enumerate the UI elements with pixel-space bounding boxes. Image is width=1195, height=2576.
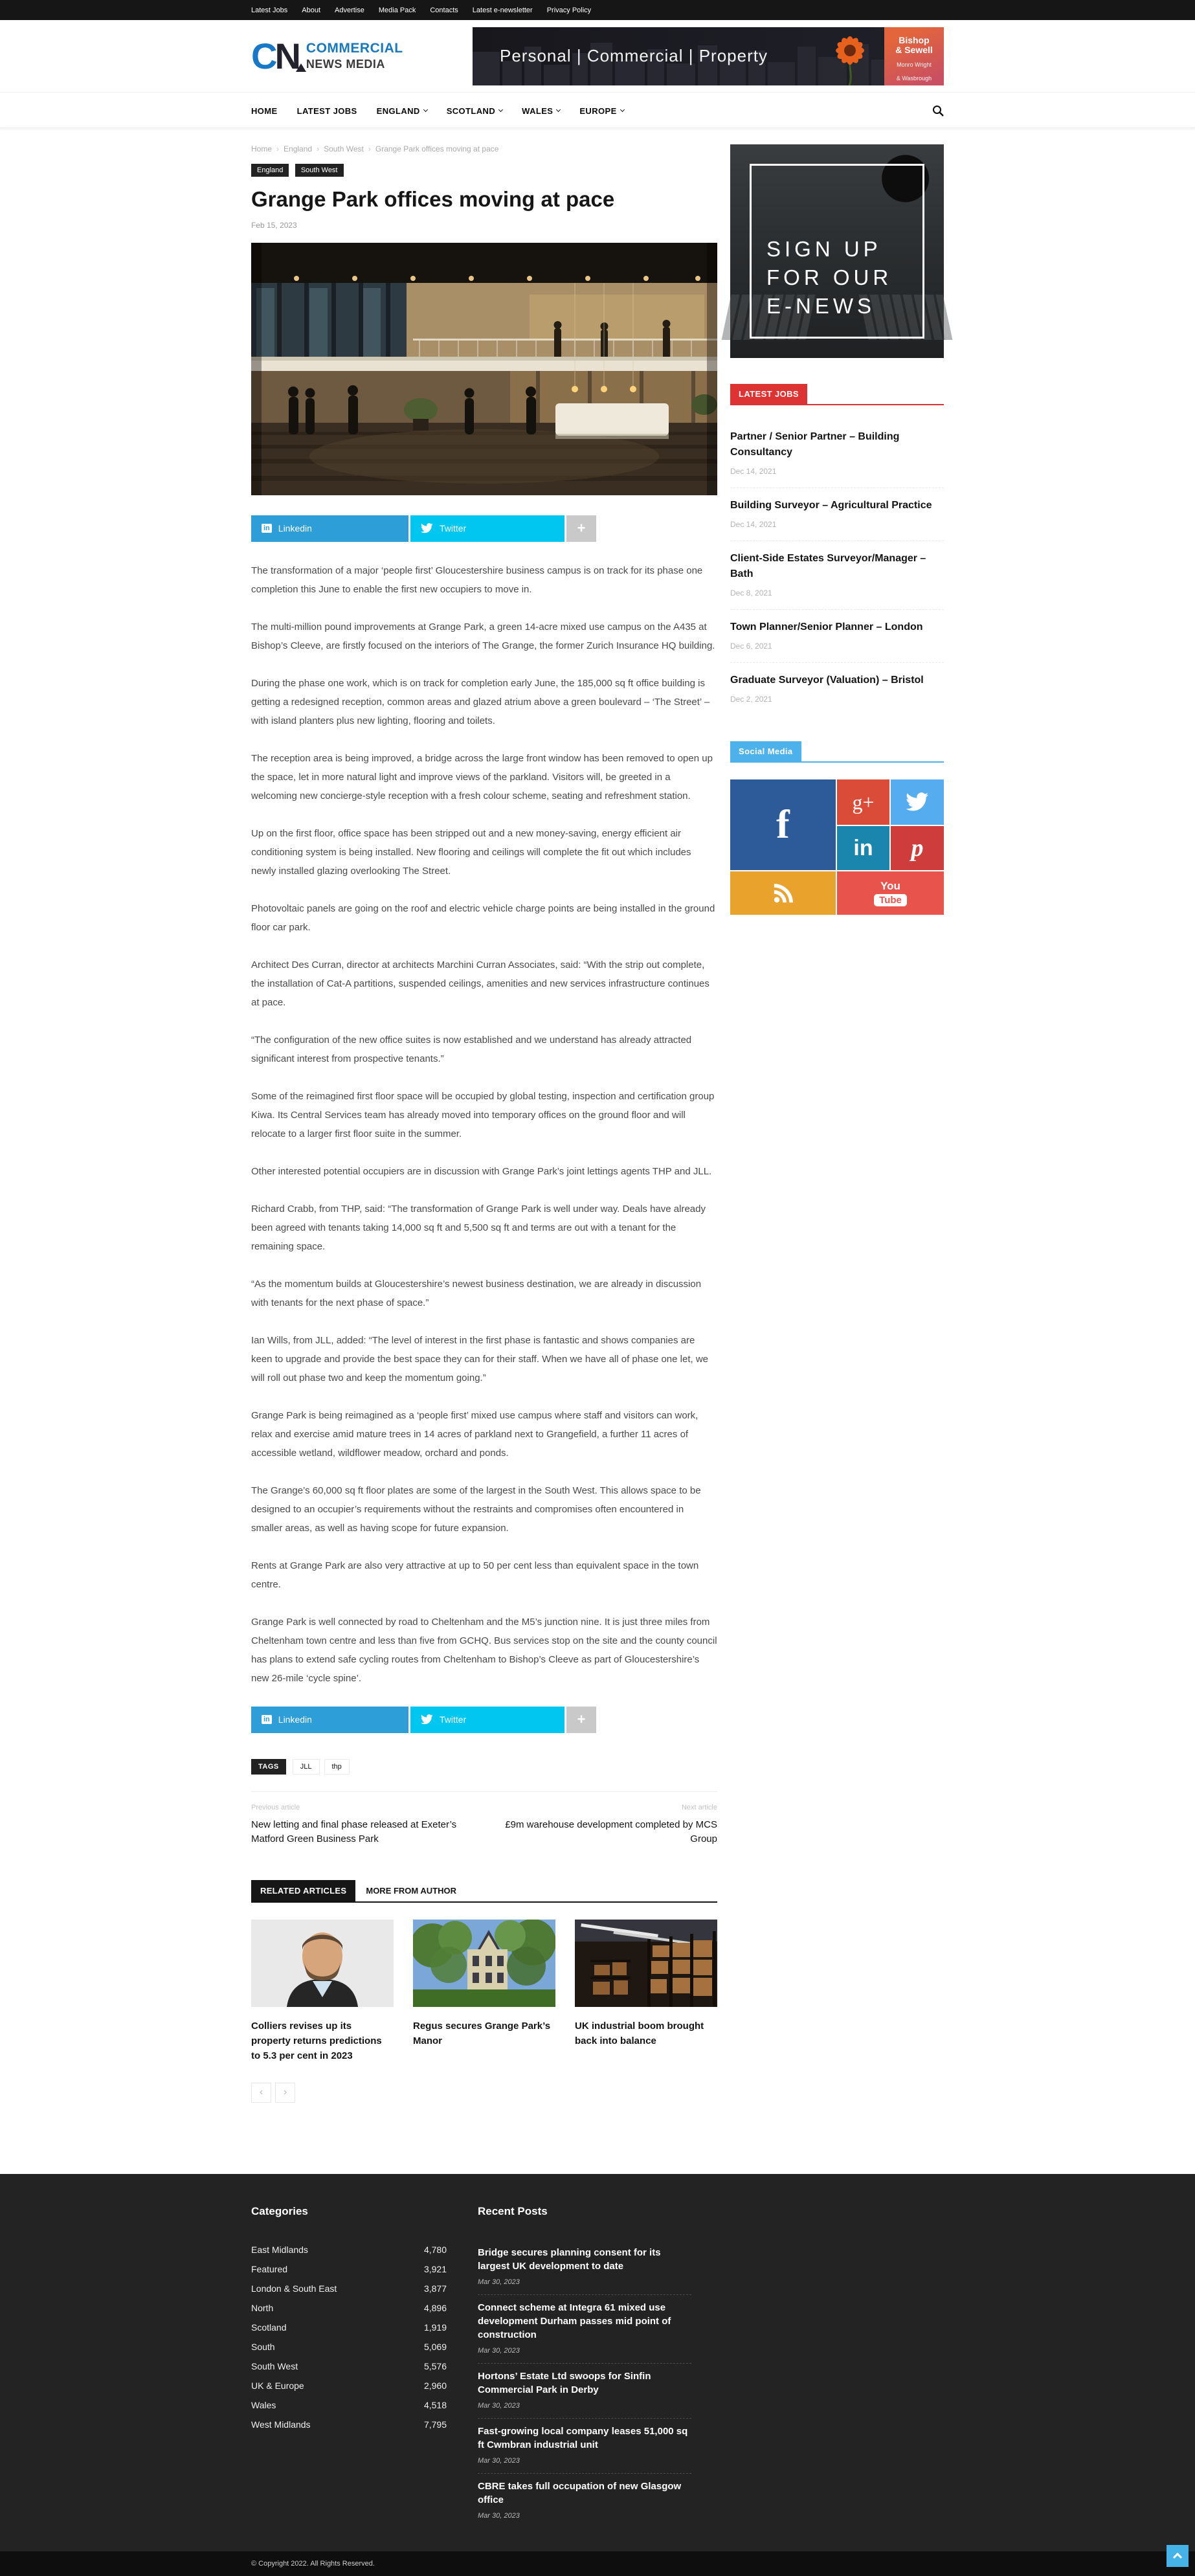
category-badges bbox=[251, 164, 717, 177]
job-date: Dec 2, 2021 bbox=[730, 695, 772, 704]
categories-heading: Categories bbox=[251, 2204, 308, 2217]
nav-item-scotland[interactable] bbox=[447, 106, 502, 116]
nav-label-latest-jobs: LATEST JOBS bbox=[296, 106, 357, 116]
chevron-up-icon bbox=[1173, 2553, 1182, 2562]
paragraph: Some of the reimagined first floor space will be occupied by global testing, inspection and certification group Kiwa. Its Central Services team has already moved into temporary offices on the ground floor and will relocate to a larger first floor suite in the summer. bbox=[251, 1090, 715, 1139]
related-grid bbox=[251, 1920, 717, 2063]
search-button[interactable] bbox=[932, 105, 944, 117]
rss-icon bbox=[772, 882, 794, 904]
paragraph: The Grange’s 60,000 sq ft floor plates are some of the largest in the South West. This allows space to be designed to an occupier’s requirements without the restraints and compromises often encountered in smaller areas, as well as having scope for future expansion. bbox=[251, 1484, 701, 1534]
gerbera-flower-graphic bbox=[823, 28, 877, 85]
category-link[interactable]: South West bbox=[251, 2360, 298, 2371]
plus-icon: + bbox=[577, 520, 586, 537]
logo-letter-c: C bbox=[251, 35, 275, 76]
linkedin-icon: in bbox=[262, 524, 272, 533]
share-more-button[interactable] bbox=[566, 1707, 596, 1733]
breadcrumb-south-west[interactable]: South West bbox=[324, 144, 364, 153]
nav-label-wales: WALES bbox=[522, 106, 553, 116]
twitter-icon bbox=[906, 792, 929, 812]
plus-icon: + bbox=[577, 1711, 586, 1728]
job-item bbox=[730, 610, 944, 663]
logo-triangle bbox=[296, 63, 306, 72]
paragraph: The reception area is being improved, a bridge across the large front window has been removed to open up the space, let in more natural light and improve views of the parkland. Visitors will, be greeted in a welcoming new concierge-style reception with a fresh colour scheme, seating and refreshment station. bbox=[251, 752, 713, 801]
facebook-icon: f bbox=[776, 802, 790, 847]
logo-text bbox=[306, 41, 403, 71]
breadcrumb-separator: › bbox=[368, 144, 371, 153]
job-link[interactable]: Partner / Senior Partner – Building Consultancy bbox=[730, 431, 900, 458]
category-link[interactable]: London & South East bbox=[251, 2283, 337, 2294]
footer-recent-posts bbox=[478, 2205, 691, 2528]
category-row bbox=[251, 2395, 447, 2415]
latest-jobs-heading bbox=[730, 384, 944, 405]
article-hero-image bbox=[251, 243, 717, 495]
related-tabs bbox=[251, 1880, 717, 1903]
job-item bbox=[730, 541, 944, 610]
page-title: Grange Park offices moving at pace bbox=[251, 187, 615, 211]
previous-article-label: Previous article bbox=[251, 1803, 300, 1811]
linkedin-tile[interactable] bbox=[837, 826, 889, 870]
topbar-link-latest-jobs[interactable]: Latest Jobs bbox=[251, 6, 288, 14]
category-row bbox=[251, 2376, 447, 2395]
googleplus-icon: g+ bbox=[852, 790, 875, 814]
breadcrumb-separator: › bbox=[276, 144, 280, 153]
paragraph: Rents at Grange Park are also very attractive at up to 50 per cent less than equivalent space in the town centre. bbox=[251, 1560, 699, 1590]
cn-logo-mark bbox=[251, 35, 298, 76]
category-row bbox=[251, 2415, 447, 2434]
breadcrumb-england[interactable]: England bbox=[284, 144, 313, 153]
top-bar bbox=[0, 0, 1195, 20]
category-link[interactable]: Wales bbox=[251, 2399, 276, 2410]
site-logo[interactable] bbox=[251, 35, 403, 76]
topbar-link-newsletter[interactable]: Latest e-newsletter bbox=[472, 6, 533, 14]
article-body bbox=[251, 561, 717, 1688]
recent-post bbox=[478, 2240, 691, 2295]
facebook-tile[interactable] bbox=[730, 779, 836, 870]
category-count: 7,795 bbox=[423, 2419, 447, 2430]
copyright-bar bbox=[0, 2551, 1195, 2576]
linkedin-icon: in bbox=[262, 1715, 272, 1724]
next-article-label: Next article bbox=[681, 1803, 717, 1811]
category-row bbox=[251, 2298, 447, 2318]
category-link[interactable]: UK & Europe bbox=[251, 2380, 304, 2391]
nav-label-europe: EUROPE bbox=[579, 106, 617, 116]
category-row bbox=[251, 2318, 447, 2337]
category-row bbox=[251, 2279, 447, 2298]
linkedin-icon: in bbox=[853, 835, 873, 860]
share-twitter-button[interactable] bbox=[410, 1707, 564, 1733]
paragraph: The multi-million pound improvements at Grange Park, a green 14-acre mixed use campus on the A435 at Bishop’s Cleeve, are firstly focused on the interiors of The Grange, the former Zurich Insurance HQ building. bbox=[251, 621, 715, 651]
prev-next-nav bbox=[251, 1791, 717, 1846]
pager-prev-button[interactable]: ‹ bbox=[251, 2083, 271, 2103]
job-link[interactable]: Client-Side Estates Surveyor/Manager – Bath bbox=[730, 553, 926, 579]
nav-item-europe[interactable] bbox=[579, 106, 623, 116]
breadcrumb-home[interactable]: Home bbox=[251, 144, 273, 153]
previous-article bbox=[251, 1804, 465, 1846]
tags-row bbox=[251, 1759, 717, 1775]
paragraph: Richard Crabb, from THP, said: “The transformation of Grange Park is well under way. Deals have already been agreed with tenants taking 14,000 sq ft and 5,500 sq ft and terms are out with a tenant for the remaining space. bbox=[251, 1203, 706, 1252]
paragraph: The transformation of a major ‘people first’ Gloucestershire business campus is on track for its phase one completion this June to enable the first new occupiers to move in. bbox=[251, 565, 703, 595]
main-nav bbox=[0, 92, 1195, 128]
category-count: 3,877 bbox=[423, 2283, 447, 2294]
related-title[interactable]: Regus secures Grange Park’s Manor bbox=[413, 2020, 551, 2046]
twitter-icon bbox=[421, 1714, 433, 1725]
breadcrumb bbox=[251, 144, 717, 153]
share-linkedin-label: Linkedin bbox=[278, 523, 312, 534]
ad-brand-line1: Bishop bbox=[899, 34, 930, 45]
share-linkedin-button[interactable] bbox=[251, 1707, 408, 1733]
share-twitter-label: Twitter bbox=[440, 1714, 467, 1725]
enews-text bbox=[766, 235, 892, 320]
job-item bbox=[730, 420, 944, 488]
recent-post-link[interactable]: Fast-growing local company leases 51,000 sq ft Cwmbran industrial unit bbox=[478, 2425, 688, 2450]
topbar-link-media-pack[interactable]: Media Pack bbox=[378, 6, 416, 14]
chevron-down-icon bbox=[498, 107, 503, 112]
category-link[interactable]: Featured bbox=[251, 2263, 288, 2274]
paragraph: Grange Park is well connected by road to Cheltenham and the M5’s junction nine. It is just three miles from Cheltenham town centre and less than five from GCHQ. Bus services stop on the site and the county council has plans to extend safe cycling routes from Cheltenham to Bishop’s Cleeve as part of Gloucestershire’s new 26-mile ‘cycle spine’. bbox=[251, 1616, 717, 1684]
related-thumb-manor bbox=[413, 1920, 555, 2007]
enews-line-1: SIGN UP bbox=[766, 237, 882, 261]
job-link[interactable]: Town Planner/Senior Planner – London bbox=[730, 622, 923, 633]
paragraph: Grange Park is being reimagined as a ‘people first’ mixed use campus where staff and visitors can work, relax and exercise amid mature trees in 14 acres of parkland next to Grangefield, a further 11 acres of accessible wetland, wildflower meadow, orchard and ponds. bbox=[251, 1409, 698, 1459]
social-media-heading-label: Social Media bbox=[730, 741, 801, 761]
tab-more-from-author[interactable]: MORE FROM AUTHOR bbox=[366, 1885, 456, 1896]
paragraph: During the phase one work, which is on track for completion early June, the 185,000 sq ft office building is getting a redesigned reception, common areas and glazed atrium above a green boulevard – ‘The Street’ – with island planters plus new lighting, flooring and toilets. bbox=[251, 677, 710, 726]
nav-item-wales[interactable] bbox=[522, 106, 560, 116]
recent-post-date: Mar 30, 2023 bbox=[478, 2278, 520, 2286]
chevron-down-icon bbox=[620, 107, 625, 112]
nav-item-latest-jobs[interactable] bbox=[297, 106, 357, 116]
job-date: Dec 8, 2021 bbox=[730, 588, 772, 598]
category-count: 4,518 bbox=[423, 2399, 447, 2410]
share-more-button[interactable] bbox=[566, 515, 596, 542]
recent-post-date: Mar 30, 2023 bbox=[478, 2346, 520, 2355]
ad-brand-sub2: & Wasbrough bbox=[896, 74, 932, 82]
sidebar bbox=[730, 144, 944, 2103]
share-twitter-label: Twitter bbox=[440, 523, 467, 534]
related-thumb-warehouse bbox=[575, 1920, 717, 2007]
ad-brand-line2: & Sewell bbox=[895, 44, 933, 55]
scroll-to-top-button[interactable] bbox=[1167, 2545, 1189, 2567]
ad-brand-box bbox=[884, 27, 944, 85]
pinterest-icon: p bbox=[911, 834, 924, 862]
category-link[interactable]: North bbox=[251, 2302, 274, 2313]
nav-label-england: ENGLAND bbox=[376, 106, 420, 116]
footer-categories bbox=[251, 2205, 447, 2528]
tags-label: TAGS bbox=[251, 1759, 286, 1775]
recent-post bbox=[478, 2474, 691, 2528]
category-count: 3,921 bbox=[423, 2263, 447, 2274]
youtube-icon: Tube bbox=[874, 894, 907, 906]
twitter-tile[interactable] bbox=[891, 779, 944, 825]
logo-line-2: NEWS MEDIA bbox=[306, 58, 385, 71]
paragraph: “The configuration of the new office suites is now established and we understand has already attracted significant interest from prospective tenants.” bbox=[251, 1034, 692, 1064]
related-title[interactable]: UK industrial boom brought back into balance bbox=[575, 2020, 704, 2046]
topbar-link-contacts[interactable]: Contacts bbox=[430, 6, 458, 14]
article-date: Feb 15, 2023 bbox=[251, 220, 297, 230]
recent-post-link[interactable]: Connect scheme at Integra 61 mixed use development Durham passes mid point of construction bbox=[478, 2302, 671, 2340]
category-count: 2,960 bbox=[423, 2380, 447, 2391]
related-thumb-headshot bbox=[251, 1920, 394, 2007]
logo-line-1: COMMERCIAL bbox=[306, 41, 403, 56]
recent-posts-heading: Recent Posts bbox=[478, 2204, 548, 2217]
footer bbox=[0, 2174, 1195, 2576]
job-date: Dec 14, 2021 bbox=[730, 467, 777, 476]
chevron-down-icon bbox=[423, 107, 428, 112]
job-date: Dec 6, 2021 bbox=[730, 642, 772, 651]
paragraph: Other interested potential occupiers are in discussion with Grange Park’s joint lettings agents THP and JLL. bbox=[251, 1165, 712, 1177]
paragraph: “As the momentum builds at Gloucestershire’s newest business destination, we are already in discussion with tenants for the next phase of space.” bbox=[251, 1278, 702, 1308]
related-title[interactable]: Colliers revises up its property returns predictions to 5.3 per cent in 2023 bbox=[251, 2020, 382, 2061]
ad-tagline: Personal | Commercial | Property bbox=[500, 45, 768, 65]
job-date: Dec 14, 2021 bbox=[730, 520, 777, 529]
pager-next-button[interactable]: › bbox=[275, 2083, 295, 2103]
paragraph: Photovoltaic panels are going on the roof and electric vehicle charge points are being installed in the ground floor car park. bbox=[251, 902, 715, 933]
tag-thp[interactable]: thp bbox=[324, 1759, 350, 1775]
job-link[interactable]: Building Surveyor – Agricultural Practice bbox=[730, 500, 932, 511]
chevron-down-icon bbox=[556, 107, 561, 112]
recent-post bbox=[478, 2295, 691, 2364]
nav-item-england[interactable] bbox=[377, 106, 427, 116]
category-link[interactable]: West Midlands bbox=[251, 2419, 311, 2430]
related-article-3[interactable] bbox=[575, 1920, 717, 2063]
share-linkedin-label: Linkedin bbox=[278, 1714, 312, 1725]
category-count: 5,576 bbox=[423, 2360, 447, 2371]
recent-post bbox=[478, 2419, 691, 2474]
badge-england[interactable]: England bbox=[251, 164, 289, 177]
share-bar-bottom bbox=[251, 1707, 717, 1733]
enews-signup-banner[interactable] bbox=[730, 144, 944, 358]
category-row bbox=[251, 2337, 447, 2357]
enews-line-2: FOR OUR bbox=[766, 265, 893, 289]
youtube-tile[interactable] bbox=[837, 871, 944, 915]
category-link[interactable]: East Midlands bbox=[251, 2244, 308, 2255]
next-article-link[interactable]: £9m warehouse development completed by MCS Group bbox=[505, 1819, 717, 1844]
twitter-icon bbox=[421, 523, 433, 533]
rss-tile[interactable] bbox=[730, 871, 836, 915]
recent-post-link[interactable]: CBRE takes full occupation of new Glasgow office bbox=[478, 2480, 682, 2505]
recent-post-link[interactable]: Hortons’ Estate Ltd swoops for Sinfin Commercial Park in Derby bbox=[478, 2370, 651, 2395]
category-row bbox=[251, 2259, 447, 2279]
nav-label-scotland: SCOTLAND bbox=[446, 106, 496, 116]
topbar-link-about[interactable]: About bbox=[302, 6, 321, 14]
category-row bbox=[251, 2240, 447, 2259]
share-bar-top bbox=[251, 515, 717, 542]
next-article bbox=[503, 1804, 717, 1846]
badge-south-west[interactable]: South West bbox=[295, 164, 344, 177]
category-link[interactable]: South bbox=[251, 2341, 275, 2352]
nav-label-home: HOME bbox=[251, 106, 278, 116]
topbar-link-privacy[interactable]: Privacy Policy bbox=[546, 6, 592, 14]
related-pager bbox=[251, 2083, 717, 2103]
header-banner-ad[interactable] bbox=[473, 27, 944, 85]
search-icon bbox=[932, 105, 944, 117]
share-twitter-button[interactable] bbox=[410, 515, 564, 542]
category-link[interactable]: Scotland bbox=[251, 2322, 287, 2333]
job-item bbox=[730, 488, 944, 541]
related-article-1[interactable] bbox=[251, 1920, 394, 2063]
googleplus-tile[interactable] bbox=[837, 779, 889, 825]
social-media-grid bbox=[730, 779, 944, 915]
tag-jll[interactable]: JLL bbox=[293, 1759, 320, 1775]
social-media-heading bbox=[730, 741, 944, 763]
enews-line-3: E-NEWS bbox=[766, 294, 875, 318]
tab-related-articles[interactable]: RELATED ARTICLES bbox=[251, 1880, 355, 1901]
paragraph: Architect Des Curran, director at architects Marchini Curran Associates, said: “With the strip out complete, the installation of Cat-A partitions, suspended ceilings, amenities and new services infrastructure continues at pace. bbox=[251, 959, 709, 1008]
recent-post-date: Mar 30, 2023 bbox=[478, 2401, 520, 2410]
recent-post-link[interactable]: Bridge secures planning consent for its largest UK development to date bbox=[478, 2246, 661, 2272]
logo-letter-n: N bbox=[274, 35, 298, 76]
paragraph: Up on the first floor, office space has been stripped out and a new money-saving, energy efficient air conditioning system is being installed. New flooring and ceilings will complete the fit out which includes newly installed glazing overlooking The Street. bbox=[251, 827, 691, 877]
jobs-list bbox=[730, 420, 944, 715]
breadcrumb-current: Grange Park offices moving at pace bbox=[375, 144, 499, 153]
paragraph: Ian Wills, from JLL, added: “The level of interest in the first phase is fantastic and shows companies are keen to upgrade and provide the best space they can for their staff. When we have all of phase one let, we will roll out phase two and keep the momentum going.” bbox=[251, 1334, 709, 1383]
copyright-text: © Copyright 2022. All Rights Reserved. bbox=[251, 2559, 375, 2568]
recent-post bbox=[478, 2364, 691, 2419]
youtube-icon: You bbox=[880, 880, 900, 892]
category-count: 5,069 bbox=[423, 2341, 447, 2352]
topbar-link-advertise[interactable]: Advertise bbox=[335, 6, 364, 14]
site-header bbox=[0, 20, 1195, 92]
category-count: 1,919 bbox=[423, 2322, 447, 2333]
ad-brand-sub1: Monro Wright bbox=[897, 61, 932, 68]
share-linkedin-button[interactable] bbox=[251, 515, 408, 542]
job-link[interactable]: Graduate Surveyor (Valuation) – Bristol bbox=[730, 675, 924, 686]
category-count: 4,780 bbox=[423, 2244, 447, 2255]
latest-jobs-heading-label: LATEST JOBS bbox=[730, 384, 807, 404]
category-row bbox=[251, 2357, 447, 2376]
previous-article-link[interactable]: New letting and final phase released at Exeter’s Matford Green Business Park bbox=[251, 1819, 457, 1844]
breadcrumb-separator: › bbox=[317, 144, 320, 153]
related-article-2[interactable] bbox=[413, 1920, 555, 2063]
pinterest-tile[interactable] bbox=[891, 826, 944, 870]
recent-post-date: Mar 30, 2023 bbox=[478, 2456, 520, 2465]
job-item bbox=[730, 663, 944, 715]
recent-post-date: Mar 30, 2023 bbox=[478, 2511, 520, 2520]
nav-item-home[interactable] bbox=[251, 106, 278, 116]
category-count: 4,896 bbox=[423, 2302, 447, 2313]
